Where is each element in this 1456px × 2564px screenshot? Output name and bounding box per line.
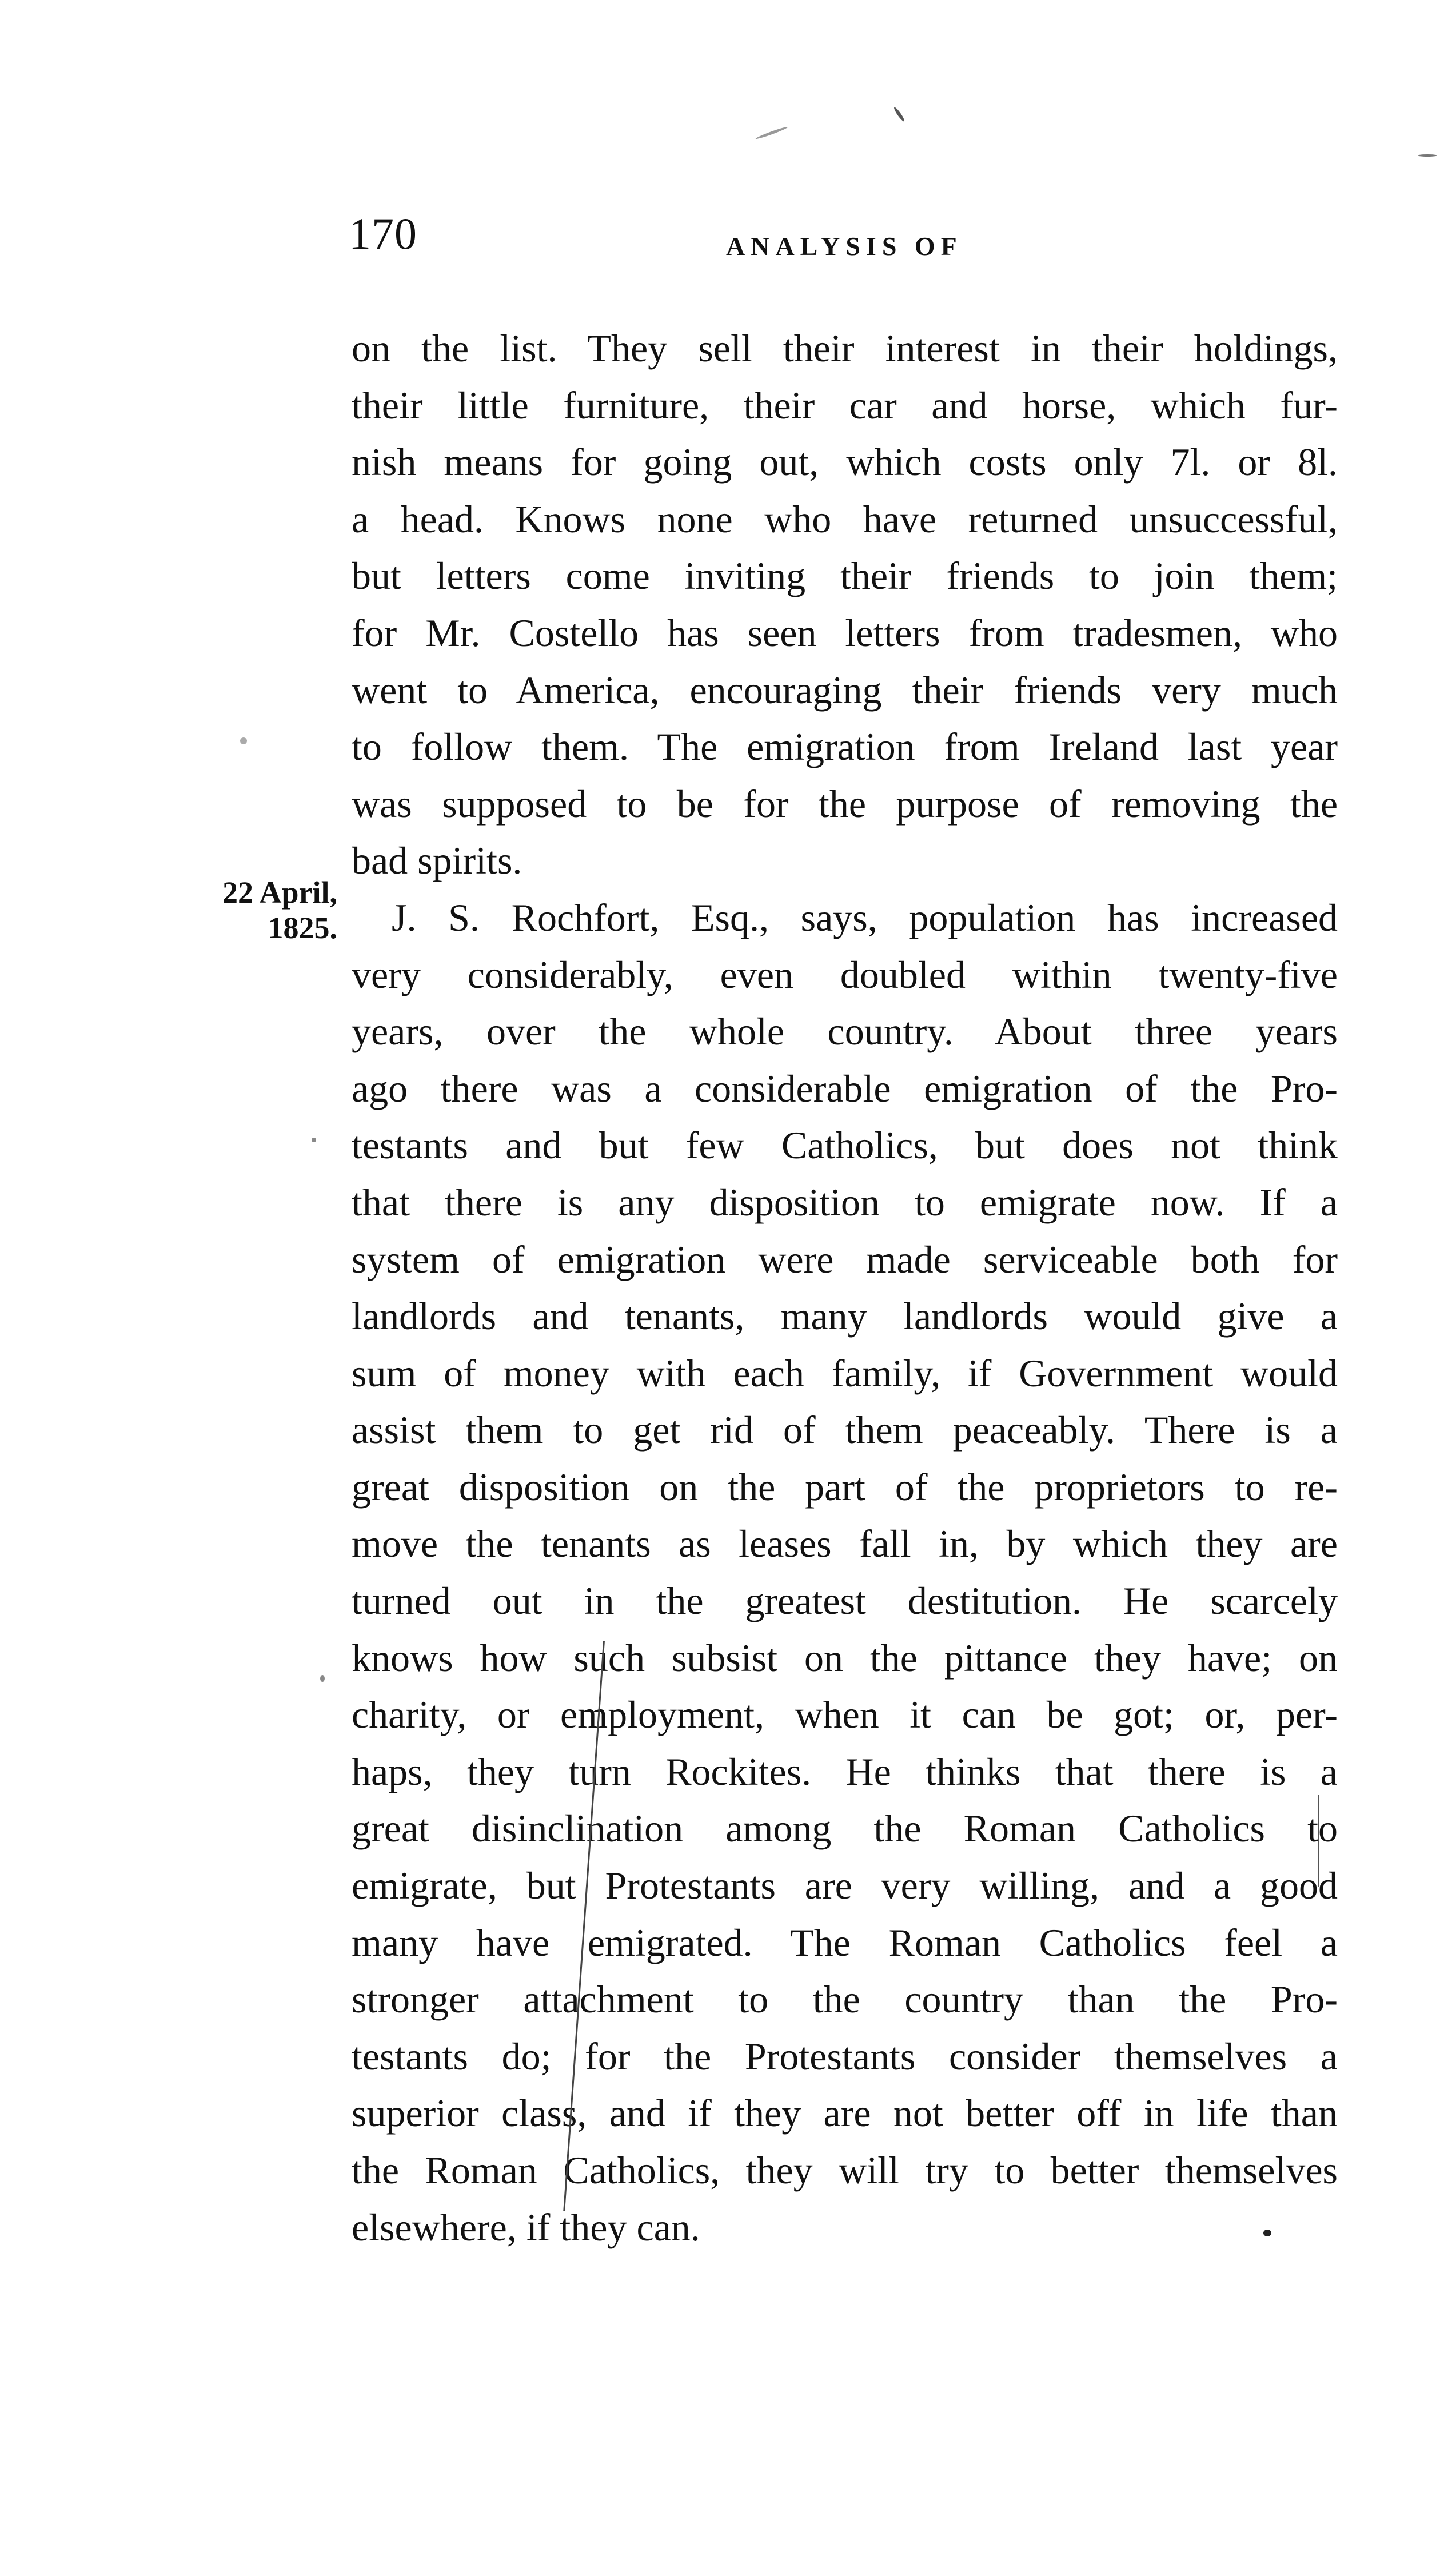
text-line: move the tenants as leases fall in, by which they are [352, 1522, 1338, 1566]
text-line: turned out in the greatest destitution. He scarcely [352, 1579, 1338, 1623]
pencil-mark [1318, 1795, 1319, 1887]
text-line: great disinclination among the Roman Catholics to [352, 1807, 1338, 1851]
text-line: nish means for going out, which costs only 7l. or 8l. [352, 440, 1338, 484]
text-line: J. S. Rochfort, Esq., says, population has increased [392, 895, 1338, 939]
text-line: stronger attachment to the country than the Pro- [352, 1977, 1338, 2021]
scan-speck [312, 1138, 316, 1142]
text-line: knows how such subsist on the pittance they have; on [352, 1636, 1338, 1680]
scan-speck [320, 1675, 325, 1682]
page-number: 170 [349, 209, 417, 258]
margin-date-note [189, 875, 337, 946]
running-head: ANALYSIS OF [726, 232, 963, 261]
text-line: to follow them. The emigration from Ireland last year [352, 725, 1338, 769]
scan-speck [1418, 154, 1437, 157]
scan-speck [1263, 2230, 1271, 2236]
text-line: on the list. They sell their interest in their holdings, [352, 326, 1338, 370]
text-line: charity, or employment, when it can be got; or, per- [352, 1693, 1338, 1737]
text-line: the Roman Catholics, they will try to better themselves [352, 2148, 1338, 2192]
scan-speck [755, 126, 788, 140]
text-line: testants and but few Catholics, but does not think [352, 1123, 1338, 1167]
text-line: haps, they turn Rockites. He thinks that there is a [352, 1749, 1338, 1793]
margin-date-line-2: 1825. [268, 911, 337, 945]
text-line: great disposition on the part of the proprietors to re- [352, 1465, 1338, 1509]
body-text [352, 320, 1338, 2256]
text-line: testants do; for the Protestants consider themselves a [352, 2034, 1338, 2078]
text-line: elsewhere, if they can. [352, 2205, 700, 2249]
text-line: very considerably, even doubled within twenty-five [352, 952, 1338, 996]
text-line: bad spirits. [352, 839, 522, 883]
text-line: emigrate, but Protestants are very willing, and a good [352, 1864, 1338, 1908]
text-line: system of emigration were made serviceable both for [352, 1237, 1338, 1281]
text-line: went to America, encouraging their friends very much [352, 668, 1338, 712]
text-line: landlords and tenants, many landlords would give a [352, 1294, 1338, 1338]
text-line: a head. Knows none who have returned unsuccessful, [352, 497, 1338, 541]
text-line: that there is any disposition to emigrate now. If a [352, 1180, 1338, 1224]
text-line: years, over the whole country. About three years [352, 1010, 1338, 1054]
text-line: assist them to get rid of them peaceably. There is a [352, 1408, 1338, 1452]
scan-speck [240, 737, 247, 744]
text-line: was supposed to be for the purpose of removing the [352, 781, 1338, 826]
text-line: superior class, and if they are not better off in life than [352, 2091, 1338, 2135]
text-line: for Mr. Costello has seen letters from tradesmen, who [352, 611, 1338, 655]
text-line: but letters come inviting their friends to join them; [352, 554, 1338, 598]
text-line: ago there was a considerable emigration of the Pro- [352, 1066, 1338, 1110]
text-line: sum of money with each family, if Government would [352, 1351, 1338, 1395]
text-line: their little furniture, their car and horse, which fur- [352, 383, 1338, 427]
text-line: many have emigrated. The Roman Catholics feel a [352, 1920, 1338, 1964]
margin-date-line-1: 22 April, [222, 875, 337, 910]
scan-speck [893, 106, 905, 122]
